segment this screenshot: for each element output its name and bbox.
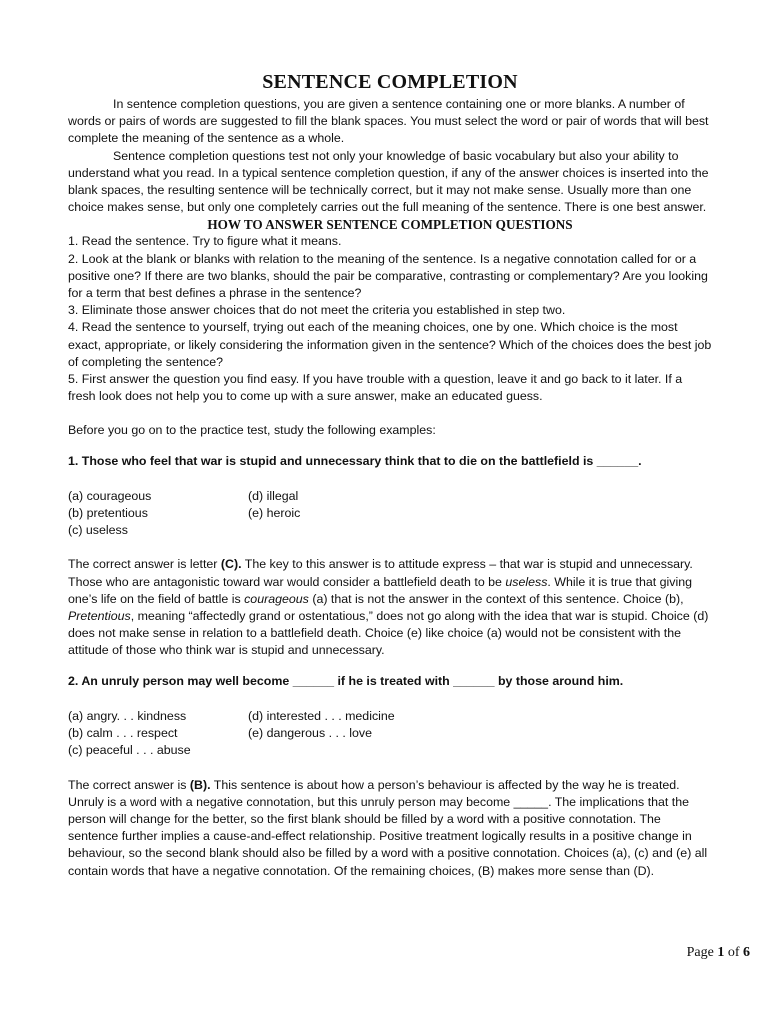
intro-paragraph-2: Sentence completion questions test not only your knowledge of basic vocabulary but also your ability to understand what you read. In a typical sentence completion question, if any of the answer choices is inserted into the blank spaces, the resulting sentence will be technically correct, but it may not make sense. Usually more than one choice makes sense, but only one completely carries out the full meaning of the sentence. There is one best answer. <box>68 148 709 215</box>
choice-d: (d) interested . . . medicine <box>248 708 395 723</box>
step-1: 1. Read the sentence. Try to figure what it means. <box>68 234 342 249</box>
choice-c: (c) useless <box>68 523 128 538</box>
choice-a: (a) courageous <box>68 488 152 503</box>
how-to-heading: HOW TO ANSWER SENTENCE COMPLETION QUESTIONS <box>207 217 573 233</box>
answer-1-explanation: The correct answer is letter (C). The key to this answer is to attitude express – that war is stupid and unnecessary. Those who are antagonistic toward war would consider a battlefield death to be useless. While it is true that giving one’s life on the field of battle is courageous (a) that is not the answer in the context of this sentence. Choice (b), Pretentious, meaning “affectedly grand or ostentatious,” does not go along with the idea that war is stupid. Choice (d) does not make sense in relation to a battlefield death. Choice (e) like choice (a) would not be consistent with the attitude of those who think war is stupid and unnecessary. <box>68 557 709 658</box>
document-page <box>68 70 712 880</box>
page-title: SENTENCE COMPLETION <box>262 71 518 93</box>
choice-b: (b) pretentious <box>68 506 148 521</box>
intro-paragraph-1: In sentence completion questions, you are given a sentence containing one or more blanks. A number of words or pairs of words are suggested to fill the blank spaces. You must select the word or pair of words that will best complete the meaning of the sentence as a whole. <box>68 97 709 146</box>
examples-intro: Before you go on to the practice test, study the following examples: <box>68 423 436 438</box>
answer-2-letter: (B). <box>189 777 211 792</box>
answer-2-explanation: The correct answer is (B). This sentence is about how a person’s behaviour is affected by the way he is treated. Unruly is a word with a negative connotation, but this unruly person may become _____. The implications that the person will change for the better, so the first blank should be filled by a word with a positive connotation. The sentence further implies a cause-and-effect relationship. Positive treatment logically results in a positive change in behaviour, so the second blank should also be filled by a word with a positive connotation. Choices (a), (c) and (e) all contain words that have a negative connotation. Of the remaining choices, (B) makes more sense than (D). <box>68 777 708 878</box>
step-4: 4. Read the sentence to yourself, trying out each of the meaning choices, one by one. Which choice is the most exact, appropriate, or likely considering the information given in the sentence? Which of the choices does the best job of completing the sentence? <box>68 320 712 369</box>
question-2: 2. An unruly person may well become ______ if he is treated with ______ by those around him. <box>68 673 624 688</box>
choice-c: (c) peaceful . . . abuse <box>68 743 191 758</box>
question-1-choices <box>68 488 712 540</box>
choice-e: (e) dangerous . . . love <box>248 726 372 741</box>
question-2-choices <box>68 708 712 760</box>
step-5: 5. First answer the question you find easy. If you have trouble with a question, leave it and go back to it later. If a fresh look does not help you to come up with a sure answer, make an educated guess. <box>68 372 683 404</box>
choice-b: (b) calm . . . respect <box>68 726 178 741</box>
page-number: Page 1 of 6 <box>686 945 750 960</box>
question-1: 1. Those who feel that war is stupid and unnecessary think that to die on the battlefield is ______. <box>68 453 642 468</box>
answer-1-letter: (C). <box>220 557 242 572</box>
step-3: 3. Eliminate those answer choices that do not meet the criteria you established in step two. <box>68 303 566 318</box>
choice-d: (d) illegal <box>248 488 299 503</box>
choice-a: (a) angry. . . kindness <box>68 708 187 723</box>
step-2: 2. Look at the blank or blanks with relation to the meaning of the sentence. Is a negative connotation called for or a positive one? If there are two blanks, should the pair be comparative, contrasting or complementary? Are you looking for a term that best defines a phrase in the sentence? <box>68 251 708 301</box>
choice-e: (e) heroic <box>248 506 301 521</box>
